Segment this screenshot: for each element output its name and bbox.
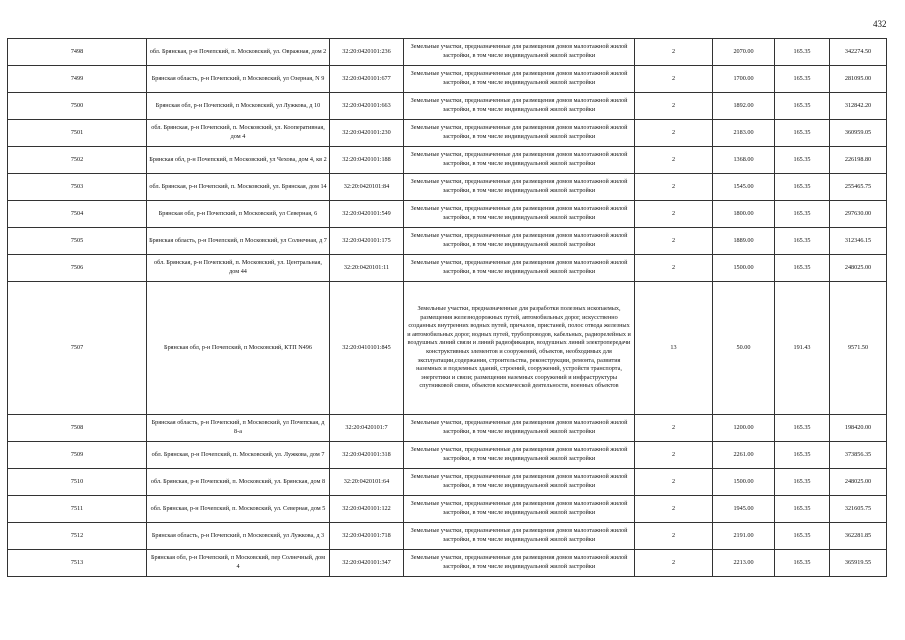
cell-category: 2 bbox=[635, 39, 713, 66]
cell-cadastral-value: 360959.05 bbox=[830, 120, 887, 147]
cell-unit-price: 165.35 bbox=[775, 523, 830, 550]
cell-number: 7509 bbox=[8, 442, 147, 469]
cell-area: 1800.00 bbox=[713, 201, 775, 228]
table-row bbox=[8, 39, 887, 66]
table-row bbox=[8, 523, 887, 550]
cell-unit-price: 165.35 bbox=[775, 442, 830, 469]
cell-cadastral-value: 226198.80 bbox=[830, 147, 887, 174]
cell-category: 2 bbox=[635, 523, 713, 550]
cell-number: 7508 bbox=[8, 415, 147, 442]
cell-area: 1700.00 bbox=[713, 66, 775, 93]
cell-unit-price: 165.35 bbox=[775, 469, 830, 496]
table-row bbox=[8, 66, 887, 93]
cell-address: обл. Брянская, р-н Почепский, п. Московский, ул. Овражная, дом 2 bbox=[147, 39, 330, 66]
table-row bbox=[8, 469, 887, 496]
cell-address: Брянская обл, р-н Почепский, п Московский, ул Северная, 6 bbox=[147, 201, 330, 228]
table-row bbox=[8, 282, 887, 415]
cell-address: обл. Брянская, р-н Почепский, п. Московский, ул. Северная, дом 5 bbox=[147, 496, 330, 523]
cell-category: 2 bbox=[635, 66, 713, 93]
cell-category: 13 bbox=[635, 282, 713, 415]
cell-cadastral-value: 248025.00 bbox=[830, 469, 887, 496]
cell-permitted-use: Земельные участки, предназначенные для размещения домов малоэтажной жилой застройки, в том числе индивидуальной жилой застройки bbox=[404, 201, 635, 228]
cell-permitted-use: Земельные участки, предназначенные для размещения домов малоэтажной жилой застройки, в том числе индивидуальной жилой застройки bbox=[404, 442, 635, 469]
cell-address: Брянская область, р-н Почепский, п Московский, ул Лужкова, д 3 bbox=[147, 523, 330, 550]
cell-unit-price: 165.35 bbox=[775, 550, 830, 577]
cell-unit-price: 165.35 bbox=[775, 415, 830, 442]
cell-cadastral-value: 362281.85 bbox=[830, 523, 887, 550]
cell-area: 50.00 bbox=[713, 282, 775, 415]
cell-cadastral-value: 312346.15 bbox=[830, 228, 887, 255]
cell-category: 2 bbox=[635, 496, 713, 523]
cell-address: обл. Брянская, р-н Почепский, п. Московский, ул. Брянская, дом 8 bbox=[147, 469, 330, 496]
cell-address: обл. Брянская, р-н Почепский, п. Московский, ул. Центральная, дом 44 bbox=[147, 255, 330, 282]
cell-category: 2 bbox=[635, 147, 713, 174]
cell-cadastral-value: 365919.55 bbox=[830, 550, 887, 577]
cell-area: 1889.00 bbox=[713, 228, 775, 255]
cell-unit-price: 165.35 bbox=[775, 174, 830, 201]
cell-number: 7506 bbox=[8, 255, 147, 282]
table-row bbox=[8, 442, 887, 469]
cell-unit-price: 191.43 bbox=[775, 282, 830, 415]
cell-permitted-use: Земельные участки, предназначенные для размещения домов малоэтажной жилой застройки, в том числе индивидуальной жилой застройки bbox=[404, 66, 635, 93]
cell-number: 7500 bbox=[8, 93, 147, 120]
cell-address: Брянская обл, р-н Почепский, п Московский, КТП N496 bbox=[147, 282, 330, 415]
cell-cadastral-number: 32:20:0420101:347 bbox=[330, 550, 404, 577]
cell-cadastral-number: 32:20:0420101:549 bbox=[330, 201, 404, 228]
cell-area: 2183.00 bbox=[713, 120, 775, 147]
table-row bbox=[8, 415, 887, 442]
cell-permitted-use: Земельные участки, предназначенные для размещения домов малоэтажной жилой застройки, в том числе индивидуальной жилой застройки bbox=[404, 120, 635, 147]
cell-area: 2213.00 bbox=[713, 550, 775, 577]
cell-unit-price: 165.35 bbox=[775, 120, 830, 147]
cell-number: 7510 bbox=[8, 469, 147, 496]
cell-cadastral-number: 32:20:0420101:11 bbox=[330, 255, 404, 282]
cell-cadastral-number: 32:20:0420101:122 bbox=[330, 496, 404, 523]
cell-cadastral-number: 32:20:0420101:188 bbox=[330, 147, 404, 174]
cell-permitted-use: Земельные участки, предназначенные для размещения домов малоэтажной жилой застройки, в том числе индивидуальной жилой застройки bbox=[404, 523, 635, 550]
cell-cadastral-number: 32:20:0420101:7 bbox=[330, 415, 404, 442]
table-row bbox=[8, 120, 887, 147]
cell-permitted-use: Земельные участки, предназначенные для размещения домов малоэтажной жилой застройки, в том числе индивидуальной жилой застройки bbox=[404, 255, 635, 282]
cell-area: 1368.00 bbox=[713, 147, 775, 174]
cell-area: 1500.00 bbox=[713, 469, 775, 496]
cell-permitted-use: Земельные участки, предназначенные для размещения домов малоэтажной жилой застройки, в том числе индивидуальной жилой застройки bbox=[404, 550, 635, 577]
cell-area: 1500.00 bbox=[713, 255, 775, 282]
cell-unit-price: 165.35 bbox=[775, 228, 830, 255]
cell-cadastral-value: 321605.75 bbox=[830, 496, 887, 523]
cell-cadastral-number: 32:20:0420101:318 bbox=[330, 442, 404, 469]
cell-cadastral-number: 32:20:0420101:175 bbox=[330, 228, 404, 255]
cell-area: 1200.00 bbox=[713, 415, 775, 442]
cell-number: 7507 bbox=[8, 282, 147, 415]
table-row bbox=[8, 147, 887, 174]
cell-cadastral-value: 255465.75 bbox=[830, 174, 887, 201]
table-row bbox=[8, 93, 887, 120]
cell-cadastral-number: 32:20:0420101:663 bbox=[330, 93, 404, 120]
table-row bbox=[8, 550, 887, 577]
cell-cadastral-value: 297630.00 bbox=[830, 201, 887, 228]
cell-cadastral-value: 9571.50 bbox=[830, 282, 887, 415]
cell-cadastral-value: 281095.00 bbox=[830, 66, 887, 93]
cell-permitted-use: Земельные участки, предназначенные для размещения домов малоэтажной жилой застройки, в том числе индивидуальной жилой застройки bbox=[404, 174, 635, 201]
cell-cadastral-value: 198420.00 bbox=[830, 415, 887, 442]
cell-number: 7499 bbox=[8, 66, 147, 93]
table-row bbox=[8, 174, 887, 201]
cell-category: 2 bbox=[635, 442, 713, 469]
cell-unit-price: 165.35 bbox=[775, 496, 830, 523]
cell-cadastral-number: 32:20:0420101:230 bbox=[330, 120, 404, 147]
cell-unit-price: 165.35 bbox=[775, 66, 830, 93]
cell-address: обл. Брянская, р-н Почепский, п. Московский, ул. Лужкова, дом 7 bbox=[147, 442, 330, 469]
cell-area: 1945.00 bbox=[713, 496, 775, 523]
cell-permitted-use: Земельные участки, предназначенные для размещения домов малоэтажной жилой застройки, в том числе индивидуальной жилой застройки bbox=[404, 228, 635, 255]
cell-area: 2191.00 bbox=[713, 523, 775, 550]
cell-category: 2 bbox=[635, 550, 713, 577]
cell-address: Брянская область, р-н Почепский, п Московский, ул Озерная, N 9 bbox=[147, 66, 330, 93]
cell-address: Брянская обл, р-н Почепский, п Московский, ул Лужкова, д 10 bbox=[147, 93, 330, 120]
cell-cadastral-value: 312842.20 bbox=[830, 93, 887, 120]
cell-cadastral-number: 32:20:0420101:677 bbox=[330, 66, 404, 93]
cell-address: Брянская область, р-н Почепский, п Московский, ул Солнечная, д 7 bbox=[147, 228, 330, 255]
cell-area: 2070.00 bbox=[713, 39, 775, 66]
cell-number: 7503 bbox=[8, 174, 147, 201]
cell-number: 7513 bbox=[8, 550, 147, 577]
cell-number: 7501 bbox=[8, 120, 147, 147]
cell-number: 7511 bbox=[8, 496, 147, 523]
cell-address: обл. Брянская, р-н Почепский, п. Московский, ул. Брянская, дом 14 bbox=[147, 174, 330, 201]
cell-area: 1892.00 bbox=[713, 93, 775, 120]
cell-category: 2 bbox=[635, 120, 713, 147]
cell-category: 2 bbox=[635, 93, 713, 120]
cell-unit-price: 165.35 bbox=[775, 201, 830, 228]
cell-permitted-use: Земельные участки, предназначенные для разработки полезных ископаемых, размещения железнодорожных путей, автомобильных дорог, искусственно созданных внутренних водных путей, причалов, пристаней, полос отвода железных и автомобильных дорог, водных путей, трубопроводов, кабельных, радиорелейных и воздушных линий связи и линий радиофикации, воздушных линий электропередачи конструктивных элементов и сооружений, объектов, необходимых для эксплуатации,содержания, строительства, реконструкции, ремонта, развития наземных и подземных зданий, строений, сооружений, устройств транспорта, энергетики и связи; размещения наземных сооружений и инфраструктуры спутниковой связи, объектов космической деятельности, военных объектов bbox=[404, 282, 635, 415]
cell-cadastral-value: 373856.35 bbox=[830, 442, 887, 469]
cell-category: 2 bbox=[635, 201, 713, 228]
cell-number: 7502 bbox=[8, 147, 147, 174]
cell-unit-price: 165.35 bbox=[775, 39, 830, 66]
cell-category: 2 bbox=[635, 415, 713, 442]
cell-cadastral-value: 248025.00 bbox=[830, 255, 887, 282]
cell-cadastral-number: 32:20:0420101:84 bbox=[330, 174, 404, 201]
land-registry-table bbox=[7, 38, 887, 577]
cell-address: обл. Брянская, р-н Почепский, п. Московский, ул. Кооперативная, дом 4 bbox=[147, 120, 330, 147]
cell-cadastral-number: 32:20:0410101:845 bbox=[330, 282, 404, 415]
cell-unit-price: 165.35 bbox=[775, 255, 830, 282]
cell-unit-price: 165.35 bbox=[775, 147, 830, 174]
cell-category: 2 bbox=[635, 255, 713, 282]
cell-permitted-use: Земельные участки, предназначенные для размещения домов малоэтажной жилой застройки, в том числе индивидуальной жилой застройки bbox=[404, 469, 635, 496]
cell-number: 7505 bbox=[8, 228, 147, 255]
cell-address: Брянская область, р-н Почепский, п Московский, ул Почепская, д 8-а bbox=[147, 415, 330, 442]
cell-permitted-use: Земельные участки, предназначенные для размещения домов малоэтажной жилой застройки, в том числе индивидуальной жилой застройки bbox=[404, 496, 635, 523]
table-row bbox=[8, 201, 887, 228]
cell-category: 2 bbox=[635, 228, 713, 255]
cell-category: 2 bbox=[635, 469, 713, 496]
cell-number: 7498 bbox=[8, 39, 147, 66]
cell-number: 7512 bbox=[8, 523, 147, 550]
table-row bbox=[8, 255, 887, 282]
table-row bbox=[8, 496, 887, 523]
table-body bbox=[8, 39, 887, 577]
cell-category: 2 bbox=[635, 174, 713, 201]
table-row bbox=[8, 228, 887, 255]
cell-cadastral-number: 32:20:0420101:64 bbox=[330, 469, 404, 496]
cell-cadastral-value: 342274.50 bbox=[830, 39, 887, 66]
cell-area: 1545.00 bbox=[713, 174, 775, 201]
cell-cadastral-number: 32:20:0420101:236 bbox=[330, 39, 404, 66]
cell-permitted-use: Земельные участки, предназначенные для размещения домов малоэтажной жилой застройки, в том числе индивидуальной жилой застройки bbox=[404, 147, 635, 174]
cell-address: Брянская обл, р-н Почепский, п Московский, пер Солнечный, дом 4 bbox=[147, 550, 330, 577]
cell-permitted-use: Земельные участки, предназначенные для размещения домов малоэтажной жилой застройки, в том числе индивидуальной жилой застройки bbox=[404, 93, 635, 120]
page-number: 432 bbox=[873, 19, 887, 29]
cell-cadastral-number: 32:20:0420101:718 bbox=[330, 523, 404, 550]
cell-address: Брянская обл, р-н Почепский, п Московский, ул Чехова, дом 4, кв 2 bbox=[147, 147, 330, 174]
cell-area: 2261.00 bbox=[713, 442, 775, 469]
cell-permitted-use: Земельные участки, предназначенные для размещения домов малоэтажной жилой застройки, в том числе индивидуальной жилой застройки bbox=[404, 39, 635, 66]
cell-unit-price: 165.35 bbox=[775, 93, 830, 120]
cell-permitted-use: Земельные участки, предназначенные для размещения домов малоэтажной жилой застройки, в том числе индивидуальной жилой застройки bbox=[404, 415, 635, 442]
cell-number: 7504 bbox=[8, 201, 147, 228]
